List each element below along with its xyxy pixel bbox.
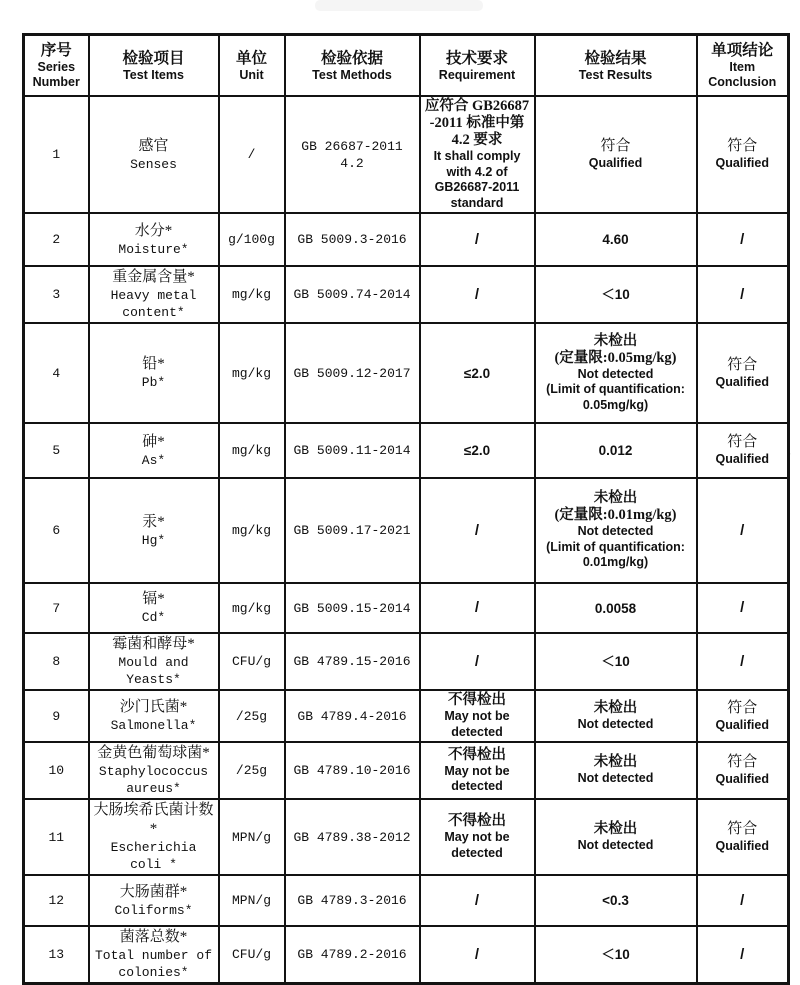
- cell-item-conclusion-line: 符合: [727, 138, 758, 155]
- cell-unit: [219, 213, 285, 266]
- cell-unit: [219, 690, 285, 742]
- cell-test-method-line: GB 4789.38-2012: [293, 829, 411, 845]
- cell-test-method-line: GB 5009.11-2014: [293, 443, 411, 458]
- cell-test-method: [285, 875, 420, 926]
- cell-test-item-line: Heavy metal: [110, 288, 197, 303]
- series-number: 13: [48, 947, 65, 962]
- cell-requirement: [420, 213, 535, 266]
- cell-item-conclusion-line: 符合: [727, 699, 758, 716]
- cell-item-conclusion: [697, 799, 789, 875]
- cell-test-item-line: 重金属含量*: [112, 269, 195, 285]
- header-cell-test-results: [535, 35, 697, 97]
- cell-test-result-line: <0.3: [602, 893, 629, 908]
- series-number: 9: [52, 708, 61, 724]
- table-row: [24, 266, 789, 323]
- cell-unit: [219, 266, 285, 323]
- table-row: [24, 96, 789, 213]
- cell-series-number: [24, 266, 89, 323]
- cell-test-method: [285, 799, 420, 875]
- cell-unit: [219, 96, 285, 213]
- cell-requirement-line: GB26687-2011: [434, 180, 520, 194]
- cell-test-method-line: GB 5009.74-2014: [293, 287, 411, 302]
- cell-test-item: [89, 742, 219, 799]
- cell-test-item-line: 大肠埃希氏菌计数*: [93, 802, 214, 837]
- cell-item-conclusion: [697, 690, 789, 742]
- cell-test-result: [535, 583, 697, 633]
- cell-test-item-line: Cd*: [141, 610, 166, 625]
- cell-test-result: [535, 926, 697, 984]
- header-label-en: Test Items: [123, 67, 184, 82]
- cell-item-conclusion-line: Qualified: [715, 838, 769, 853]
- cell-test-item-line: As*: [141, 452, 166, 468]
- header-cell-test-items: [89, 35, 219, 97]
- cell-item-conclusion-line: /: [740, 285, 745, 303]
- cell-test-item-line: Staphylococcus: [98, 764, 209, 779]
- cell-test-item-line: 铅*: [142, 356, 165, 372]
- cell-requirement-line: -2011 标准中第: [429, 115, 525, 131]
- cell-item-conclusion-line: Qualified: [715, 374, 769, 389]
- header-cell-unit: [219, 35, 285, 97]
- header-cell-item-conclusion: [697, 35, 789, 97]
- cell-unit-line: mg/kg: [231, 443, 271, 458]
- cell-requirement-line: 不得检出: [448, 813, 506, 829]
- cell-test-result: [535, 213, 697, 266]
- cell-series-number: [24, 799, 89, 875]
- cell-requirement: [420, 96, 535, 213]
- cell-item-conclusion-line: 符合: [727, 754, 758, 771]
- header-cell-series-number: [24, 35, 89, 97]
- cell-test-item: [89, 423, 219, 478]
- cell-test-method: [285, 742, 420, 799]
- cell-test-item: [89, 213, 219, 266]
- cell-test-method-line: GB 4789.4-2016: [297, 708, 407, 724]
- cell-unit-line: /: [247, 147, 256, 162]
- cell-test-method-line: GB 5009.3-2016: [297, 232, 407, 247]
- cell-requirement-line: /: [474, 945, 480, 963]
- cell-test-item-line: 大肠菌群*: [119, 883, 188, 900]
- cell-series-number: [24, 690, 89, 742]
- series-number: 2: [52, 232, 61, 247]
- cell-unit: [219, 323, 285, 423]
- cell-series-number: [24, 213, 89, 266]
- cell-test-result: [535, 423, 697, 478]
- cell-requirement-line: It shall comply: [433, 149, 521, 163]
- header-label-en: Conclusion: [708, 75, 777, 89]
- header-cell-requirement: [420, 35, 535, 97]
- cell-test-result-line: Not detected: [577, 837, 654, 852]
- cell-test-result-line: 0.0058: [594, 600, 637, 616]
- cell-unit-line: g/100g: [228, 232, 275, 247]
- header-label-zh: 单项结论: [711, 42, 774, 59]
- table-row: [24, 926, 789, 984]
- cell-item-conclusion-line: /: [740, 652, 745, 670]
- cell-item-conclusion-line: Qualified: [715, 717, 769, 732]
- header-label-zh: 检验依据: [320, 49, 383, 67]
- cell-requirement-line: May not be: [444, 763, 510, 778]
- cell-test-method: [285, 690, 420, 742]
- header-label-en: Unit: [239, 67, 264, 82]
- cell-requirement-line: /: [474, 230, 480, 248]
- series-number: 8: [52, 654, 61, 669]
- cell-series-number: [24, 323, 89, 423]
- cell-test-method: [285, 583, 420, 633]
- cell-test-item-line: Hg*: [141, 532, 166, 548]
- cell-test-item: [89, 478, 219, 583]
- cell-item-conclusion-line: Qualified: [715, 452, 769, 467]
- cell-test-method-line: GB 5009.17-2021: [293, 523, 411, 538]
- cell-unit: [219, 583, 285, 633]
- cell-test-item: [89, 96, 219, 213]
- header-label-en: Item: [729, 60, 756, 74]
- cell-requirement-line: ≤2.0: [463, 443, 491, 458]
- cell-test-result: [535, 875, 697, 926]
- cell-test-item: [89, 926, 219, 984]
- cell-unit: [219, 423, 285, 478]
- series-number: 4: [52, 365, 61, 381]
- cell-test-method-line: GB 4789.2-2016: [297, 947, 407, 962]
- cell-test-item: [89, 323, 219, 423]
- cell-test-result: [535, 478, 697, 583]
- cell-test-result-line: 未检出: [593, 332, 638, 349]
- cell-test-item-line: content*: [122, 305, 185, 320]
- cell-requirement-line: May not be: [444, 830, 510, 844]
- cell-item-conclusion: [697, 478, 789, 583]
- cell-test-item-line: 水分*: [134, 222, 173, 239]
- cell-requirement-line: /: [474, 599, 480, 616]
- cell-requirement: [420, 875, 535, 926]
- cell-unit: [219, 875, 285, 926]
- table-row: [24, 423, 789, 478]
- table-row: [24, 875, 789, 926]
- series-number: 12: [48, 893, 65, 908]
- cell-series-number: [24, 926, 89, 984]
- cell-requirement: [420, 478, 535, 583]
- cell-series-number: [24, 96, 89, 213]
- cell-item-conclusion: [697, 926, 789, 984]
- table-row: [24, 799, 789, 875]
- cell-item-conclusion: [697, 96, 789, 213]
- cell-test-result: [535, 323, 697, 423]
- cell-test-result-line: 未检出: [593, 699, 638, 716]
- cell-test-item: [89, 690, 219, 742]
- cell-series-number: [24, 633, 89, 690]
- cell-requirement-line: 不得检出: [448, 692, 506, 708]
- table-row: [24, 742, 789, 799]
- cell-test-item: [89, 799, 219, 875]
- cell-test-item: [89, 633, 219, 690]
- cell-series-number: [24, 742, 89, 799]
- cell-test-item-line: Moisture*: [118, 241, 189, 257]
- table-row: [24, 633, 789, 690]
- cell-test-result-line: 0.05mg/kg): [582, 397, 649, 412]
- cell-test-item-line: Mould and Yeasts*: [118, 655, 189, 687]
- cell-unit-line: mg/kg: [231, 523, 271, 538]
- table-header: [24, 35, 789, 97]
- cell-test-result: [535, 799, 697, 875]
- cell-requirement-line: /: [474, 521, 480, 539]
- cell-test-result-line: 未检出: [593, 820, 638, 837]
- cell-requirement-line: /: [474, 652, 480, 670]
- header-label-zh: 检验项目: [122, 49, 185, 67]
- header-label-en: Test Results: [578, 67, 653, 82]
- cell-test-result: [535, 690, 697, 742]
- header-cell-test-methods: [285, 35, 420, 97]
- cell-test-result: [535, 742, 697, 799]
- cell-test-result-line: ＜10: [601, 287, 630, 302]
- cell-test-method: [285, 266, 420, 323]
- cell-unit: [219, 633, 285, 690]
- series-number: 11: [48, 829, 65, 845]
- cell-test-result-line: 4.60: [602, 232, 629, 247]
- cell-unit: [219, 799, 285, 875]
- cell-test-result-line: Qualified: [588, 156, 643, 171]
- cell-test-method-line: GB 4789.15-2016: [293, 654, 411, 669]
- cell-test-item-line: 镉*: [142, 591, 165, 607]
- cell-item-conclusion-line: 符合: [727, 434, 758, 451]
- cell-test-result-line: Not detected: [577, 716, 654, 731]
- cell-requirement: [420, 633, 535, 690]
- cell-requirement: [420, 423, 535, 478]
- cell-test-result-line: Not detected: [577, 524, 654, 539]
- cell-requirement-line: standard: [450, 195, 504, 210]
- cell-unit: [219, 742, 285, 799]
- cell-test-result-line: Not detected: [577, 366, 654, 381]
- cell-requirement-line: May not be: [444, 709, 510, 723]
- cell-requirement: [420, 583, 535, 633]
- cell-test-method: [285, 213, 420, 266]
- cell-test-item-line: Pb*: [141, 375, 166, 390]
- cell-test-method: [285, 323, 420, 423]
- cell-test-method-line: GB 4789.10-2016: [293, 763, 411, 778]
- cell-test-method: [285, 423, 420, 478]
- cell-test-item-line: 霉菌和酵母*: [112, 636, 195, 652]
- cell-test-result-line: 0.012: [598, 443, 633, 458]
- cell-series-number: [24, 583, 89, 633]
- cell-unit-line: mg/kg: [231, 600, 271, 616]
- cell-requirement: [420, 690, 535, 742]
- series-number: 10: [48, 763, 65, 778]
- cell-test-item-line: colonies*: [118, 965, 189, 980]
- cell-test-result-line: ＜10: [601, 654, 630, 669]
- cell-test-item-line: Escherichia coli *: [110, 840, 197, 872]
- scan-smudge: [315, 0, 483, 11]
- cell-requirement-line: with 4.2 of: [446, 164, 508, 179]
- cell-unit: [219, 478, 285, 583]
- cell-unit-line: /25g: [235, 763, 268, 778]
- cell-unit-line: /25g: [235, 708, 268, 724]
- cell-requirement-line: /: [474, 285, 480, 303]
- cell-item-conclusion: [697, 323, 789, 423]
- cell-test-result-line: (定量限:0.01mg/kg): [554, 507, 677, 524]
- cell-test-result-line: (定量限:0.05mg/kg): [554, 349, 677, 366]
- table-body: [24, 96, 789, 984]
- header-label-en: Series: [37, 60, 76, 74]
- cell-item-conclusion: [697, 213, 789, 266]
- cell-test-method-line: GB 4789.3-2016: [297, 893, 407, 908]
- series-number: 1: [52, 147, 61, 162]
- table-row: [24, 690, 789, 742]
- cell-test-method-line: GB 26687-2011 4.2: [301, 138, 403, 171]
- header-label-zh: 技术要求: [445, 49, 508, 67]
- table-row: [24, 213, 789, 266]
- cell-test-item-line: Senses: [130, 156, 177, 172]
- test-report-table: [22, 33, 790, 985]
- table-row: [24, 478, 789, 583]
- cell-series-number: [24, 423, 89, 478]
- cell-test-result-line: ＜10: [601, 947, 630, 962]
- cell-test-item-line: 菌落总数*: [119, 929, 188, 945]
- header-label-en: Number: [32, 75, 80, 89]
- cell-unit: [219, 926, 285, 984]
- cell-item-conclusion-line: Qualified: [715, 772, 769, 787]
- cell-unit-line: mg/kg: [231, 365, 271, 381]
- cell-test-result-line: 0.01mg/kg): [582, 555, 649, 570]
- cell-test-item-line: Coliforms*: [114, 902, 193, 918]
- cell-item-conclusion: [697, 583, 789, 633]
- cell-test-item-line: 砷*: [142, 433, 165, 450]
- cell-item-conclusion: [697, 423, 789, 478]
- cell-test-item-line: 金黄色葡萄球菌*: [97, 745, 210, 761]
- cell-test-result-line: 未检出: [593, 490, 638, 507]
- cell-unit-line: CFU/g: [231, 654, 271, 669]
- cell-item-conclusion: [697, 875, 789, 926]
- cell-requirement-line: detected: [451, 779, 503, 793]
- cell-item-conclusion-line: /: [740, 891, 745, 909]
- cell-requirement-line: ≤2.0: [463, 365, 491, 381]
- cell-test-result: [535, 633, 697, 690]
- cell-unit-line: MPN/g: [231, 829, 271, 845]
- cell-series-number: [24, 875, 89, 926]
- cell-item-conclusion-line: 符合: [727, 356, 758, 373]
- cell-item-conclusion-line: /: [740, 945, 745, 963]
- header-label-zh: 检验结果: [584, 49, 647, 67]
- cell-test-method: [285, 926, 420, 984]
- cell-item-conclusion-line: Qualified: [715, 156, 769, 171]
- series-number: 3: [52, 287, 61, 302]
- cell-test-item-line: Total number of: [94, 948, 213, 963]
- cell-requirement-line: detected: [451, 845, 503, 860]
- cell-test-item-line: Salmonella*: [110, 718, 197, 733]
- cell-item-conclusion-line: 符合: [727, 820, 758, 837]
- cell-test-item: [89, 583, 219, 633]
- cell-requirement-line: 应符合 GB26687: [424, 98, 530, 114]
- cell-test-item-line: 沙门氏菌*: [119, 699, 188, 715]
- series-number: 7: [52, 600, 61, 616]
- cell-requirement: [420, 323, 535, 423]
- cell-test-result: [535, 96, 697, 213]
- cell-test-item-line: aureus*: [126, 781, 181, 796]
- header-label-zh: 单位: [235, 49, 267, 67]
- cell-requirement-line: /: [474, 891, 480, 909]
- cell-test-method: [285, 478, 420, 583]
- cell-test-result-line: (Limit of quantification:: [546, 539, 685, 554]
- cell-unit-line: mg/kg: [231, 287, 271, 302]
- cell-requirement: [420, 799, 535, 875]
- cell-series-number: [24, 478, 89, 583]
- table-row: [24, 323, 789, 423]
- cell-test-result: [535, 266, 697, 323]
- cell-unit-line: MPN/g: [231, 893, 271, 908]
- cell-item-conclusion-line: /: [740, 521, 745, 539]
- cell-test-item: [89, 266, 219, 323]
- cell-item-conclusion-line: /: [740, 230, 745, 248]
- cell-test-method: [285, 96, 420, 213]
- cell-test-result-line: 符合: [600, 138, 631, 155]
- cell-test-result-line: (Limit of quantification:: [546, 382, 685, 397]
- header-row: [24, 35, 789, 97]
- cell-test-method: [285, 633, 420, 690]
- cell-test-result-line: Not detected: [577, 771, 654, 786]
- cell-item-conclusion: [697, 742, 789, 799]
- cell-test-method-line: GB 5009.12-2017: [293, 365, 411, 381]
- cell-requirement-line: 不得检出: [448, 746, 506, 763]
- cell-item-conclusion-line: /: [740, 599, 745, 616]
- cell-requirement-line: 4.2 要求: [451, 132, 503, 148]
- cell-requirement: [420, 266, 535, 323]
- cell-test-method-line: GB 5009.15-2014: [293, 600, 411, 616]
- cell-unit-line: CFU/g: [231, 947, 271, 962]
- table-row: [24, 583, 789, 633]
- cell-requirement: [420, 742, 535, 799]
- series-number: 5: [52, 443, 61, 458]
- cell-test-result-line: 未检出: [593, 754, 638, 771]
- cell-requirement: [420, 926, 535, 984]
- series-number: 6: [52, 523, 61, 538]
- header-label-en: Requirement: [438, 67, 516, 82]
- header-label-en: Test Methods: [312, 67, 392, 82]
- cell-item-conclusion: [697, 266, 789, 323]
- header-label-zh: 序号: [40, 42, 72, 59]
- cell-test-item-line: 汞*: [142, 513, 165, 530]
- cell-requirement-line: detected: [451, 724, 503, 739]
- cell-test-item-line: 感官: [138, 137, 169, 154]
- cell-test-item: [89, 875, 219, 926]
- cell-item-conclusion: [697, 633, 789, 690]
